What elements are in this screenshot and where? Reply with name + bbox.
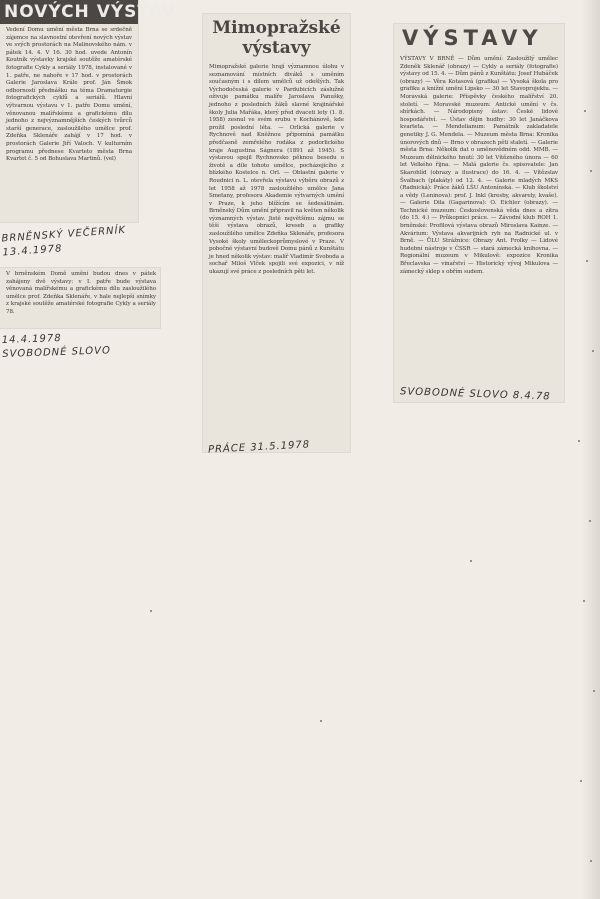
clipping-title-line2: výstavy xyxy=(242,38,311,58)
clipping-body-text: VÝSTAVY V BRNĚ — Dům umění: Zasloužilý umělec Zdeněk Sklenář (obrazy) — Cykly a seriály (fotografie) výstavy od 15. 4. — Dům pánů z Kunštátu: Josef Hubáček (obrazy) — Věra Kotasová (grafika) — Vysoká škola pro grafiku a knižní umění Lipsko — 30 let Stavoprojektu. — Moravská galerie: Příspěvky českého malířství 20. století. — Moravské muzeum: Antické umění v čs. sbírkách. — Národopisný ústav: České lidové hospodářství. — Ústav dějin hudby: 30 let Janáčkova kvarteta. — Mendelianum: Památník zakladatele genetiky J. G. Mendela. — Muzeum města Brna: Kronika únorových dnů — Brno v obrazech pěti staletí. — Galerie města Brna: Několik dat o uměnovědném odd. MMB. — Muzeum dělnického hnutí: 30 let Vítězného února — 60 let Velkého října. — Malá galerie čs. spisovatele: Jan Skarohlíd (obrazy a ilustrace) do 16. 4. — Vítězslav Švalbach (plakáty) od 12. 4. — Galerie mladých MKS (Radnická): Práce žáků LŠU Antonínská. — Klub školství a vědy (Leninova): prof. J. Inkl (kresby, akvarely, kvaše). — Galerie Dila (Gagarinova): O. Eichler (obrazy). — Technické muzeum: Československá věda dnes a zítra (do 15. 4.) — Průkopníci práce. — Závodní klub ROH 1. brněnské: Profilová výstava obrazů Miroslava Kainze. — Akvárium: Výstava akvarijních ryb na Radnické ul. v Brně. — ŮLU Strážnice: Obrazy Ant. Frolky — Lidové hudební nástroje v ČSSR — stará zámecká knihovna. — Regionální muzeum v Mikulově: expozice Kronika Břeclavska — vinařství — Historický vývoj Mikulova — zámecký sklep s obřím sudem. xyxy=(400,56,558,275)
clipping-body-text: Vedení Domu umění města Brna se srdečně zájemce na slavnostní otevření nových výstav ve svých prostorách na Malinovského nám. v pátek 14. 4. V 16. 30 hod. uvede Antonín Koutník výstavky krajské soutěže amatérské fotografie Cykly a seriály 1978, instalované v 1. patře, ne nahoře v 17 hod. v prostorách Galerie Jaroslava Krále prof. Ján Šmok odborností přednášku na téma Dramaturgie fotografických cyklů a seriálů. Hlavní výtvarnou výstavu v 1. patře Domu umění, věnovanou malířskému a grafickému dílu jednoho z nejvýznamnějších českých tvůrců starší generace, zasloužilého umělce prof. Zdeňka Sklenáře zahájí v 17 hod. v prostorách Galerie Jiří Valoch. V kulturním programu přednese Kvarteto města Brna Kvartet č. 5 od Bohuslava Martinů. (vel) xyxy=(6,27,132,163)
clipping-body-column xyxy=(6,271,156,317)
clipping-headline: NOVÝCH VÝSTAV xyxy=(0,0,138,24)
clipping-vecernik xyxy=(0,0,176,222)
handwritten-source-note: PRÁCE 31.5.1978 xyxy=(207,439,311,456)
handwritten-source-note: BRNĚNSKÝ VEČERNÍK 13.4.1978 xyxy=(1,224,127,259)
sheet-edge-shadow xyxy=(582,0,600,899)
handwritten-source-note: 14.4.1978 SVOBODNÉ SLOVO xyxy=(1,332,112,361)
clipping-svobodne-notice xyxy=(0,268,160,328)
clipping-title-block xyxy=(207,18,346,58)
clipping-title: VÝSTAVY xyxy=(402,26,543,50)
clipping-body-column xyxy=(209,64,344,277)
clipping-body-column xyxy=(6,27,132,164)
clipping-body-text: Mimopražské galerie hrají významnou úlohu v seznamování místních diváků s uměním současným i s dílem umělců už odešlých. Tak Východočeská galerie v Pardubicích záslužně oživuje památku malíře Jaroslava Panušky, jednoho z posledních žáků slavné krajinářské školy Julia Mařáka, který před dvaceti lety (1. 8. 1958) zesnul ve svém srubu v Kochánově, kde prožil poslední léta. — Orlická galerie v Rychnově nad Kněžnou připomíná památku předčasně zemřelého rodáka z podorlického kraje Augustina Ságnera (1891 až 1945). S výstavou spojil Rychnovsko pěknou besedu o životě a díle tohoto umělce, pocházejícího z blízkého Kostelce n. Orl. — Oblastní galerie v Roudnici n. L. otevřela výstavu výběru obrazů z let 1958 až 1978 zasloužilého umělce Jana Smetany, profesora Akademie výtvarných umění v Praze, k jeho blížícím se šedesátinám. Brněnský Dům umění připravil na květen několik významných výstav. Jistě největšímu zájmu se těší výstava obrazů, kreseb a grafiky zasloužilého umělce Zdeňka Sklenáře, profesora Vysoké školy uměleckoprůmyslové v Praze. V pobočné výstavní budově Domu pánů z Kunštátu je hned několik výstav: malíř Vladimír Svoboda a sochař Miloš Vlček spojili své expozici, v níž ukazují své práce z posledních pěti let. xyxy=(209,64,344,276)
clipping-body-text: V brněnském Domě umění budou dnes v pátek zahájeny dvě výstavy: v I. patře bude výstava věnovaná malířskému a grafickému dílu zasloužilého umělce prof. Zdeňka Sklenáře, v hale nejlepší snímky z krajské soutěže amatérské fotografie Cykly a seriály 78. xyxy=(6,271,156,315)
clipping-body-column xyxy=(400,56,558,276)
clipping-svobodne-listing xyxy=(394,24,564,402)
clipping-title: Mimopražské xyxy=(212,18,341,38)
clipping-prace xyxy=(203,14,350,452)
handwritten-source-note: SVOBODNÉ SLOVO 8.4.78 xyxy=(399,386,551,403)
